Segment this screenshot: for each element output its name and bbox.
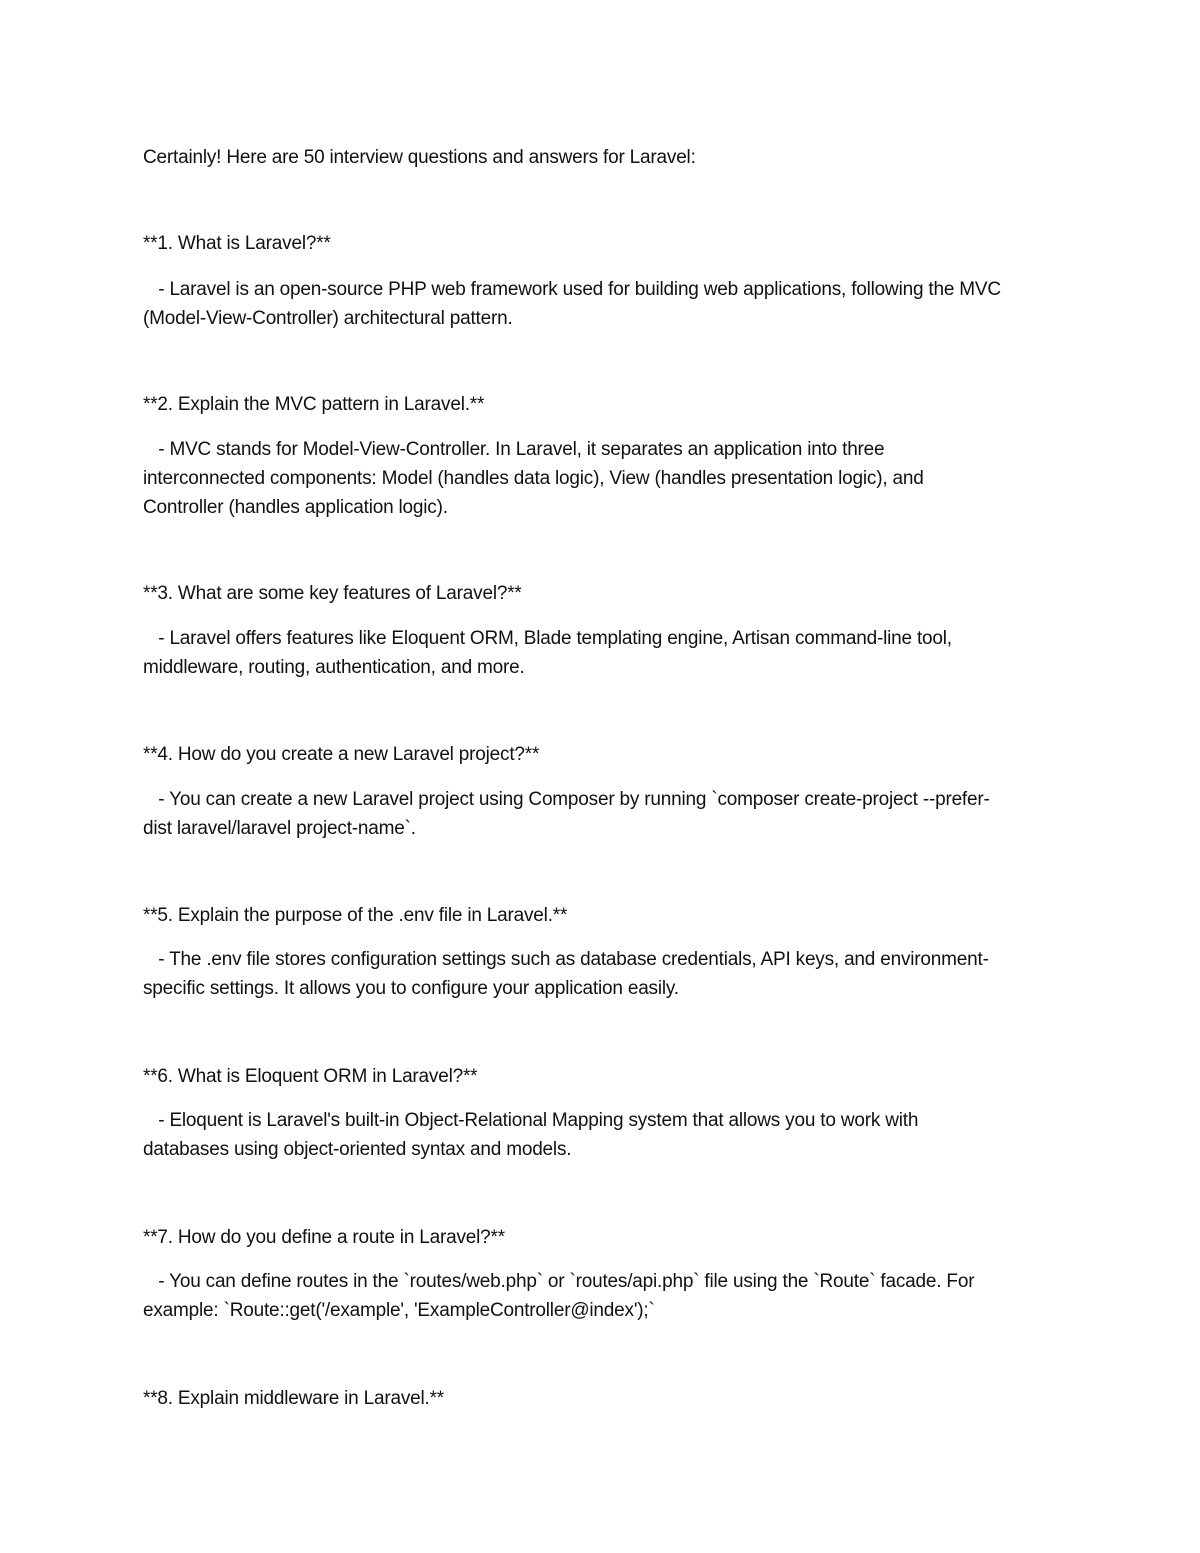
answer-3-line-2: middleware, routing, authentication, and more. [143,657,525,678]
question-7: **7. How do you define a route in Laravel?** [143,1227,505,1248]
answer-2-line-3: Controller (handles application logic). [143,497,448,518]
question-4: **4. How do you create a new Laravel project?** [143,744,540,765]
answer-5-line-2: specific settings. It allows you to configure your application easily. [143,978,679,999]
answer-7-line-2: example: `Route::get('/example', 'ExampleController@index');` [143,1300,655,1321]
answer-7-line-1: - You can define routes in the `routes/web.php` or `routes/api.php` file using the `Route` facade. For [143,1271,975,1292]
answer-1 [143,275,1063,333]
answer-5-line-1: - The .env file stores configuration settings such as database credentials, API keys, and environment- [143,949,989,970]
intro-text: Certainly! Here are 50 interview questions and answers for Laravel: [143,147,696,168]
question-3: **3. What are some key features of Laravel?** [143,583,522,604]
answer-4-line-2: dist laravel/laravel project-name`. [143,818,416,839]
answer-4 [143,785,1063,843]
answer-6-line-1: - Eloquent is Laravel's built-in Object-Relational Mapping system that allows you to work with [143,1110,919,1131]
question-2: **2. Explain the MVC pattern in Laravel.** [143,394,485,415]
answer-7 [143,1267,1063,1325]
question-6: **6. What is Eloquent ORM in Laravel?** [143,1066,478,1087]
answer-2-line-2: interconnected components: Model (handles data logic), View (handles presentation logic), and [143,468,924,489]
answer-2 [143,435,1063,522]
answer-1-line-1: - Laravel is an open-source PHP web framework used for building web applications, following the MVC [143,279,1001,300]
answer-3-line-1: - Laravel offers features like Eloquent ORM, Blade templating engine, Artisan command-line tool, [143,628,952,649]
question-5: **5. Explain the purpose of the .env file in Laravel.** [143,905,568,926]
answer-6 [143,1106,1063,1164]
answer-4-line-1: - You can create a new Laravel project using Composer by running `composer create-project --prefer- [143,789,990,810]
answer-3 [143,624,1063,682]
answer-2-line-1: - MVC stands for Model-View-Controller. In Laravel, it separates an application into three [143,439,885,460]
answer-1-line-2: (Model-View-Controller) architectural pattern. [143,308,513,329]
question-1: **1. What is Laravel?** [143,233,331,254]
answer-5 [143,945,1063,1003]
answer-6-line-2: databases using object-oriented syntax and models. [143,1139,572,1160]
question-8: **8. Explain middleware in Laravel.** [143,1388,444,1409]
